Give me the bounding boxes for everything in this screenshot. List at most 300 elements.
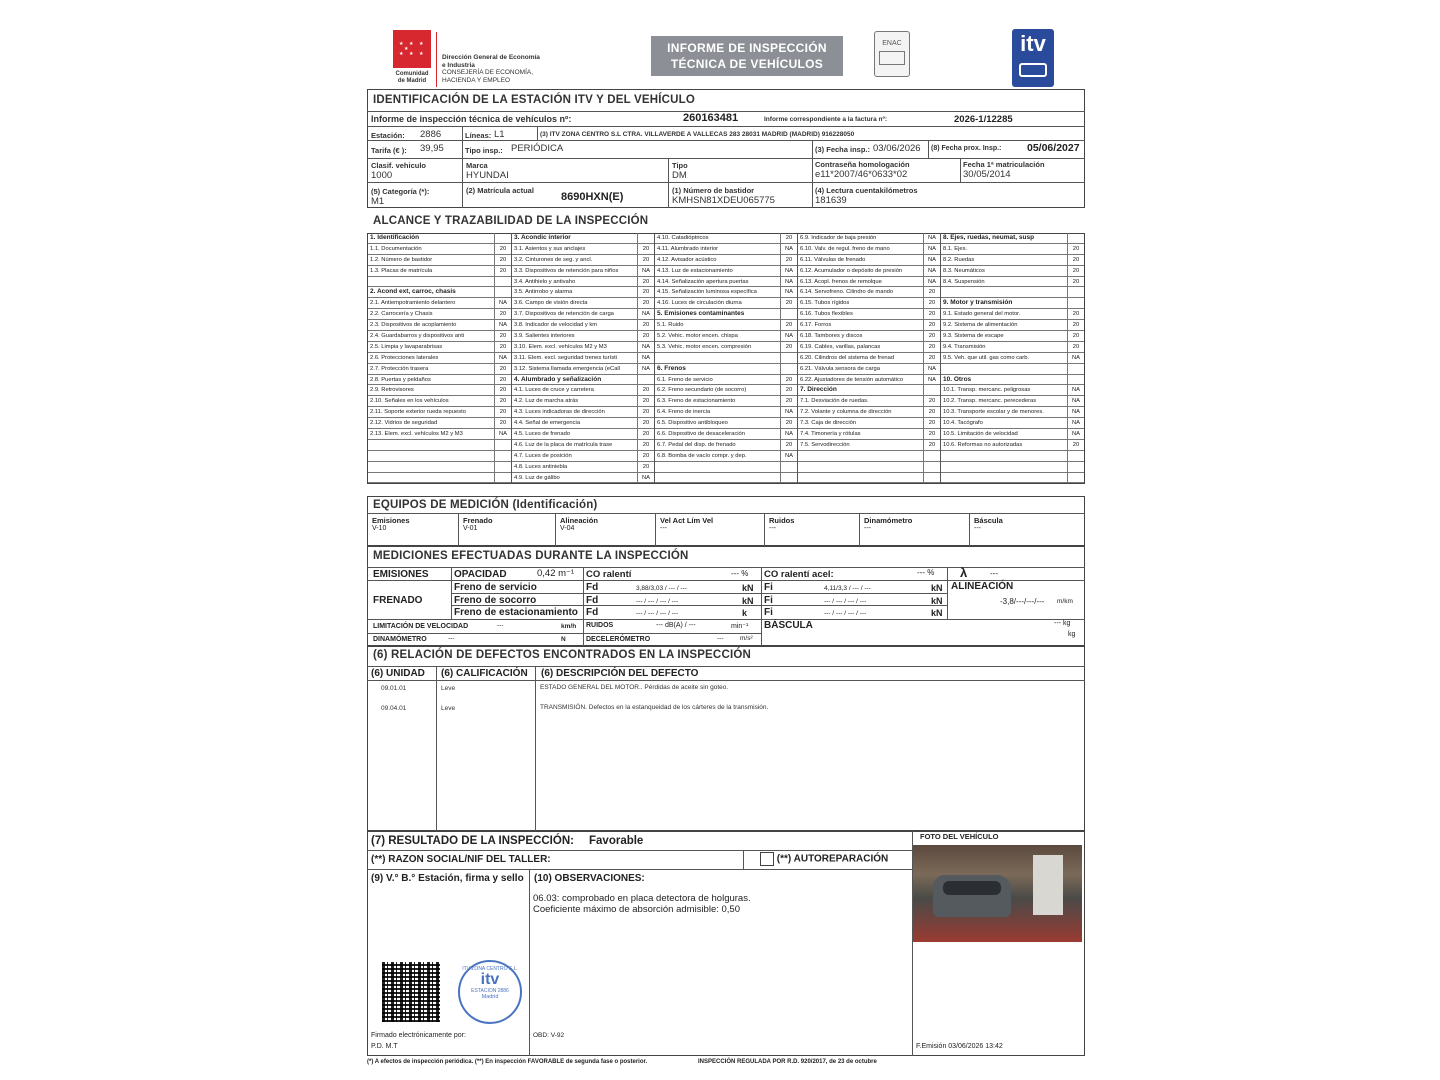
- scope-item-label: 8. Ejes, ruedas, neumat, susp: [943, 234, 1035, 241]
- scope-item-value: [1067, 364, 1084, 374]
- scope-item-value: 20: [780, 385, 797, 395]
- scope-row: [368, 462, 511, 473]
- equipment-label: Dinamómetro: [864, 516, 913, 525]
- equipment-label: Ruidos: [769, 516, 795, 525]
- defect-unit: 09.01.01: [381, 685, 407, 692]
- scope-row: [655, 429, 797, 440]
- equipment-label: Báscula: [974, 516, 1003, 525]
- scope-item-value: NA: [494, 429, 511, 439]
- scope-item-label: 3.10. Elem. excl. vehículos M2 y M3: [514, 343, 607, 350]
- scope-item-label: 3.7. Dispositivos de retención de carga: [514, 311, 614, 318]
- scope-row: [941, 473, 1084, 484]
- scope-item-label: 6.4. Freno de inercia: [657, 409, 711, 416]
- brake-types: [454, 582, 578, 620]
- scope-row: [655, 462, 797, 473]
- scope-item-label: 6.15. Tubos rígidos: [800, 300, 850, 307]
- scope-row: [941, 331, 1084, 342]
- equipment-label: Emisiones: [372, 516, 410, 525]
- equipment-item: [864, 516, 912, 532]
- scope-item-value: NA: [780, 287, 797, 297]
- scope-row: [368, 451, 511, 462]
- scope-item-value: 20: [1067, 331, 1084, 341]
- scope-item-label: [941, 451, 1067, 461]
- scope-col-2: [511, 233, 654, 483]
- scope-item-label: 9.2. Sistema de alimentación: [943, 322, 1018, 329]
- homologation: e11*2007/46*0633*02: [815, 169, 908, 180]
- date-label: (3) Fecha insp.:: [815, 145, 871, 154]
- make-label: Marca: [466, 161, 488, 170]
- scope-item-label: 2.7. Protección trasera: [370, 365, 429, 372]
- scope-item-label: 4.10. Catadióptricos: [657, 235, 709, 241]
- scope-item-value: NA: [923, 277, 940, 287]
- scope-item-label: 9. Motor y transmisión: [943, 299, 1013, 307]
- scope-item-value: 20: [1067, 440, 1084, 450]
- equipment-value: ---: [974, 525, 981, 532]
- scope-item-label: 9.4. Transmisión: [943, 343, 986, 350]
- plate-number: 8690HXN(E): [561, 191, 624, 203]
- invoice-label: Informe correspondiente a la factura nº:: [764, 116, 888, 123]
- scope-item-value: [923, 451, 940, 461]
- scope-row: [798, 353, 940, 364]
- vehicle-make: HYUNDAI: [466, 170, 509, 181]
- scope-row: [798, 473, 940, 484]
- report-number: 260163481: [683, 112, 739, 124]
- scope-row: [798, 375, 940, 386]
- invoice-number: 2026-1/12285: [954, 114, 1013, 125]
- scope-item-label: 5. Emisiones contaminantes: [657, 310, 745, 318]
- odometer: 181639: [815, 195, 847, 206]
- scale-value-1: --- kg: [1054, 620, 1071, 627]
- scope-item-label: 5.3. Vehic. motor encen. compresión: [657, 343, 752, 350]
- scope-item-value: [780, 353, 797, 363]
- scope-item-value: 20: [780, 375, 797, 385]
- scope-item-value: 20: [637, 407, 654, 417]
- scope-item-value: 20: [780, 255, 797, 265]
- scope-item-label: 3.3. Dispositivos de retención para niños: [514, 267, 619, 274]
- scope-item-value: 20: [637, 287, 654, 297]
- equipment-value: V-10: [372, 525, 387, 532]
- scope-item-value: [780, 364, 797, 374]
- scope-item-label: 2.1. Antiempotramiento delantero: [370, 300, 456, 307]
- scope-item-value: 20: [637, 331, 654, 341]
- scope-col-3: [654, 233, 797, 483]
- scope-item-label: 9.3. Sistema de escape: [943, 333, 1004, 340]
- self-repair-label: (**) AUTOREPARACIÓN: [776, 853, 889, 865]
- class-label: Clasif. vehiculo: [371, 161, 427, 170]
- scope-item-value: 20: [637, 255, 654, 265]
- defects-heading: (6) RELACIÓN DE DEFECTOS ENCONTRADOS EN LA INSPECCIÓN: [373, 649, 751, 661]
- scope-item-label: 1.3. Placas de matrícula: [370, 267, 433, 274]
- scope-row: [798, 440, 940, 451]
- scope-item-label: 4.4. Señal de emergencia: [514, 420, 581, 427]
- scope-item-label: 2.4. Guardabarros y dispositivos anti: [370, 333, 465, 340]
- scope-item-value: NA: [780, 331, 797, 341]
- scope-item-value: 20: [637, 396, 654, 406]
- scope-item-value: 20: [637, 440, 654, 450]
- scope-row: [941, 342, 1084, 353]
- scope-row: [655, 396, 797, 407]
- scope-item-value: 20: [1067, 320, 1084, 330]
- defect-description: TRANSMISIÓN. Defectos en la estanqueidad de los cárteres de la transmisión.: [540, 704, 769, 711]
- scope-row: [368, 396, 511, 407]
- scope-item-label: 4.3. Luces indicadoras de dirección: [514, 409, 605, 416]
- report-title: INFORME DE INSPECCIÓN TÉCNICA DE VEHÍCULOS: [651, 36, 843, 76]
- scope-item-label: [798, 451, 923, 461]
- org-name: Dirección General de Economía e Industria CONSEJERÍA DE ECONOMÍA, HACIENDA Y EMPLEO: [442, 54, 540, 84]
- defect-rating: Leve: [441, 705, 456, 712]
- scope-item-label: 6.8. Bomba de vacío compr. y dep.: [657, 452, 747, 459]
- scope-row: [368, 298, 511, 309]
- scope-item-value: [494, 451, 511, 461]
- scope-row: [512, 298, 654, 309]
- scope-row: [655, 233, 797, 244]
- equipment-item: [560, 516, 598, 532]
- co-accel-value: --- %: [917, 568, 935, 577]
- scope-row: [368, 418, 511, 429]
- scope-item-value: 20: [637, 418, 654, 428]
- scope-item-label: [368, 277, 494, 287]
- scope-item-value: [780, 462, 797, 472]
- scope-item-value: NA: [637, 473, 654, 483]
- scope-row: [941, 451, 1084, 462]
- scope-item-value: 20: [923, 407, 940, 417]
- scope-item-label: 3.4. Antihielo y antivaho: [514, 278, 576, 285]
- scope-item-value: 20: [780, 320, 797, 330]
- scope-item-value: [637, 233, 654, 243]
- scope-item-value: 20: [923, 320, 940, 330]
- homologation-label: Contraseña homologación: [815, 160, 910, 169]
- scope-item-value: 20: [923, 353, 940, 363]
- equipment-value: ---: [660, 525, 667, 532]
- vin: KMHSN81XDEU065775: [672, 195, 775, 206]
- itv-logo: itv: [1012, 29, 1054, 87]
- scope-row: [368, 375, 511, 386]
- scope-item-value: NA: [1067, 418, 1084, 428]
- scope-row: [655, 353, 797, 364]
- scope-item-label: 1. Identificación: [370, 234, 420, 241]
- scope-row: [941, 244, 1084, 255]
- scope-row: [798, 451, 940, 462]
- scope-item-value: 20: [494, 266, 511, 276]
- scope-item-label: 4.2. Luz de marcha atrás: [514, 398, 579, 405]
- station-number: 2886: [420, 129, 442, 140]
- scope-row: [798, 277, 940, 288]
- scope-item-value: 20: [494, 364, 511, 374]
- opacity-value: 0,42 m⁻¹: [537, 568, 575, 579]
- scope-item-value: NA: [637, 309, 654, 319]
- scope-item-value: 20: [923, 418, 940, 428]
- scope-item-label: 4.6. Luz de la placa de matrícula trase: [514, 441, 613, 448]
- scope-item-value: NA: [923, 266, 940, 276]
- footer-regulation: INSPECCIÓN REGULADA POR R.D. 920/2017, de 23 de octubre: [698, 1059, 877, 1065]
- scope-row: [941, 266, 1084, 277]
- scope-row: [512, 429, 654, 440]
- scope-item-label: [941, 364, 1067, 374]
- equipment-value: V-04: [560, 525, 575, 532]
- category-label: (5) Categoría (*):: [371, 187, 430, 196]
- scope-item-label: 1.1. Documentación: [370, 245, 422, 252]
- scope-item-value: 20: [494, 407, 511, 417]
- scope-item-value: 20: [1067, 309, 1084, 319]
- scope-item-value: NA: [780, 244, 797, 254]
- equipment-label: Frenado: [463, 516, 493, 525]
- equipment-heading: EQUIPOS DE MEDICIÓN (Identificación): [373, 499, 598, 511]
- scope-col-5: [940, 233, 1084, 483]
- self-repair: [760, 852, 888, 866]
- scope-item-value: 20: [494, 385, 511, 395]
- scope-item-value: 20: [780, 396, 797, 406]
- scope-item-label: 2.6. Protecciones laterales: [370, 354, 439, 361]
- alignment-label: ALINEACIÓN: [951, 581, 1014, 592]
- scope-row: [368, 429, 511, 440]
- scope-row: [655, 331, 797, 342]
- scope-item-value: 20: [494, 309, 511, 319]
- first-reg-label: Fecha 1ª matriculación: [963, 160, 1045, 169]
- scope-row: [512, 331, 654, 342]
- opacity-label: OPACIDAD: [454, 569, 507, 580]
- scope-row: [798, 309, 940, 320]
- scope-item-value: NA: [494, 298, 511, 308]
- scope-item-label: 3.8. Indicador de velocidad y km: [514, 322, 598, 329]
- scope-item-label: 8.1. Ejes.: [943, 245, 968, 252]
- defect-rating: Leve: [441, 685, 456, 692]
- fi-units: kN kN kN: [931, 583, 943, 618]
- qr-code: [382, 962, 440, 1022]
- scope-item-value: 20: [637, 429, 654, 439]
- scope-item-label: [368, 462, 494, 472]
- scope-row: [512, 309, 654, 320]
- scope-item-label: 4.9. Luz de gálibo: [514, 474, 560, 481]
- decelerometer-value: ---: [717, 635, 724, 642]
- scope-item-label: 6.3. Freno de estacionamiento: [657, 398, 736, 405]
- scope-row: [368, 244, 511, 255]
- scope-row: [512, 462, 654, 473]
- scope-item-value: 20: [923, 342, 940, 352]
- defect-description: ESTADO GENERAL DEL MOTOR.. Pérdidas de aceite sin goteo.: [540, 684, 729, 691]
- dynamometer-value: ---: [448, 635, 455, 642]
- scope-item-label: 2.8. Puertas y peldaños: [370, 376, 431, 383]
- scope-item-label: 10.2. Transp. mercanc. perecederas: [943, 398, 1037, 405]
- scope-row: [941, 255, 1084, 266]
- scope-item-label: 10.1. Transp. mercanc. peligrosas: [943, 387, 1031, 394]
- scope-row: [798, 233, 940, 244]
- scope-item-label: 4.16. Luces de circulación diurna: [657, 300, 742, 307]
- scope-item-value: 20: [494, 255, 511, 265]
- footer-note: (*) A efectos de inspección periódica. (**) En inspección FAVORABLE de segunda fase o posterior.: [367, 1059, 648, 1065]
- col-unit-header: (6) UNIDAD: [371, 668, 425, 679]
- braking-label: FRENADO: [373, 595, 423, 606]
- scope-row: [655, 287, 797, 298]
- noise-label: RUIDOS: [586, 622, 614, 629]
- scope-row: [655, 418, 797, 429]
- scope-item-label: 7.3. Caja de dirección: [800, 420, 857, 427]
- scope-item-value: 20: [923, 298, 940, 308]
- signature-label: (9) V.° B.° Estación, firma y sello: [371, 873, 524, 884]
- scope-row: [941, 364, 1084, 375]
- co-accel-label: CO ralentí acel:: [764, 569, 834, 580]
- scope-heading: ALCANCE Y TRAZABILIDAD DE LA INSPECCIÓN: [373, 215, 649, 227]
- category: M1: [371, 196, 385, 207]
- rpm-unit: min⁻¹: [731, 623, 749, 630]
- equipment-item: [660, 516, 713, 532]
- scope-item-value: NA: [1067, 407, 1084, 417]
- scope-item-label: 8.2. Ruedas: [943, 256, 975, 263]
- scope-row: [368, 309, 511, 320]
- scope-item-value: NA: [494, 353, 511, 363]
- scope-item-value: 20: [637, 320, 654, 330]
- scope-item-label: 6.2. Freno secundario (de socorro): [657, 387, 747, 394]
- scope-item-label: 4.11. Alumbrado interior: [657, 245, 719, 252]
- station-label: Estación:: [371, 131, 405, 140]
- scope-row: [941, 462, 1084, 473]
- scope-item-value: 20: [637, 462, 654, 472]
- scope-row: [368, 331, 511, 342]
- scope-item-label: 2.2. Carrocería y Chasis: [370, 311, 433, 318]
- scope-item-label: 10.3. Transporte escolar y de menores.: [943, 409, 1044, 416]
- scope-row: [941, 418, 1084, 429]
- scope-row: [368, 277, 511, 288]
- equipment-label: Alineación: [560, 516, 598, 525]
- scope-row: [655, 266, 797, 277]
- co-idle-value: --- %: [731, 569, 749, 578]
- scope-row: [512, 385, 654, 396]
- station-info: (3) ITV ZONA CENTRO S.L CTRA. VILLAVERDE A VALLECAS 283 28031 MADRID (MADRID) 916228050: [540, 131, 855, 138]
- scope-item-label: 6.5. Dispositivo antibloqueo: [657, 420, 728, 427]
- scope-item-label: 2.12. Vidrios de seguridad: [370, 420, 438, 427]
- scope-item-value: [923, 385, 940, 395]
- scope-item-label: 6.18. Tambores y discos: [800, 333, 863, 340]
- scope-item-value: 20: [780, 298, 797, 308]
- scope-row: [655, 320, 797, 331]
- scope-item-value: NA: [1067, 353, 1084, 363]
- scope-item-label: [941, 462, 1067, 472]
- scope-item-value: NA: [923, 255, 940, 265]
- scope-item-label: 6.11. Válvulas de frenado: [800, 256, 866, 263]
- fee-value: 39,95: [420, 143, 444, 154]
- scope-item-label: 4.8. Luces antiniebla: [514, 463, 568, 470]
- scope-item-value: [1067, 287, 1084, 297]
- equipment-value: ---: [769, 525, 776, 532]
- scope-row: [941, 298, 1084, 309]
- scope-item-value: [780, 473, 797, 483]
- scope-row: [941, 277, 1084, 288]
- scope-item-label: 2.10. Señales en los vehículos: [370, 398, 449, 405]
- scope-item-value: 20: [494, 375, 511, 385]
- scope-item-value: NA: [780, 277, 797, 287]
- scope-item-value: NA: [923, 244, 940, 254]
- scope-col-4: [797, 233, 940, 483]
- scope-row: [368, 255, 511, 266]
- vehicle-class: 1000: [371, 170, 393, 181]
- inspection-date: 03/06/2026: [873, 143, 921, 154]
- lambda-value: ---: [990, 569, 998, 578]
- scope-item-label: 3.9. Salientes interiores: [514, 333, 575, 340]
- scope-row: [512, 233, 654, 244]
- scope-item-label: 5.2. Vehic. motor encen. chispa: [657, 333, 738, 340]
- kmh-unit: km/h: [561, 623, 577, 630]
- scope-row: [941, 407, 1084, 418]
- scope-item-label: [655, 473, 780, 483]
- col-rating-header: (6) CALIFICACIÓN: [441, 668, 528, 679]
- decelerometer-label: DECELERÓMETRO: [586, 636, 651, 643]
- speed-limit-label: LIMITACIÓN DE VELOCIDAD: [373, 623, 469, 630]
- scope-row: [655, 385, 797, 396]
- scope-item-value: NA: [637, 342, 654, 352]
- scope-item-label: 6.17. Forros: [800, 322, 832, 329]
- scope-item-value: [923, 473, 940, 483]
- scope-item-label: 5.1. Ruido: [657, 322, 684, 329]
- scope-item-value: 20: [923, 287, 940, 297]
- scope-row: [798, 364, 940, 375]
- scope-item-value: 20: [494, 342, 511, 352]
- signed-by-label: Firmado electrónicamente por:: [371, 1032, 466, 1039]
- scope-item-label: 3.2. Cinturones de seg. y ancl.: [514, 256, 593, 263]
- scope-item-label: 10. Otros: [943, 375, 972, 383]
- scale-label: BÁSCULA: [764, 620, 813, 631]
- scope-item-label: 7.5. Servodirección: [800, 441, 850, 448]
- scope-item-value: [923, 462, 940, 472]
- scope-row: [798, 396, 940, 407]
- vin-label: (1) Número de bastidor: [672, 186, 755, 195]
- scope-row: [368, 473, 511, 484]
- scope-item-value: [780, 309, 797, 319]
- enac-logo: ENAC: [874, 31, 910, 77]
- scope-item-value: [637, 375, 654, 385]
- scope-row: [512, 342, 654, 353]
- self-repair-checkbox[interactable]: [760, 852, 774, 866]
- scope-item-label: 3.1. Asientos y sus anclajes: [514, 245, 586, 252]
- workshop-label: (**) RAZON SOCIAL/NIF DEL TALLER:: [371, 854, 551, 865]
- scale-value-2: kg: [1068, 631, 1076, 638]
- scope-row: [941, 385, 1084, 396]
- scope-row: [798, 266, 940, 277]
- emissions-label: EMISIONES: [373, 569, 429, 580]
- vehicle-photo: [913, 845, 1082, 942]
- n-unit: N: [561, 636, 566, 643]
- scope-row: [798, 462, 940, 473]
- scope-item-value: 20: [923, 331, 940, 341]
- scope-item-label: 7.2. Volante y columna de dirección: [800, 409, 892, 416]
- photo-label: FOTO DEL VEHÍCULO: [920, 832, 999, 841]
- scope-item-value: NA: [637, 353, 654, 363]
- emergency-brake-label: Freno de socorro: [454, 594, 537, 606]
- scope-item-value: 20: [1067, 244, 1084, 254]
- scope-row: [798, 407, 940, 418]
- fd-labels: Fd Fd Fd: [586, 582, 599, 618]
- equipment-label: Vel Act Lím Vel: [660, 516, 714, 525]
- odometer-label: (4) Lectura cuentakilómetros: [815, 186, 918, 195]
- issue-date: F.Emisión 03/06/2026 13:42: [916, 1043, 1003, 1050]
- scope-row: [655, 440, 797, 451]
- scope-item-label: [798, 473, 923, 483]
- scope-item-label: 3.11. Elem. excl. seguridad trenes turísti: [514, 354, 617, 361]
- scope-row: [798, 287, 940, 298]
- scope-row: [798, 331, 940, 342]
- report-number-label: Informe de inspección técnica de vehículos nº:: [371, 114, 572, 124]
- scope-row: [655, 244, 797, 255]
- scope-item-value: 20: [923, 309, 940, 319]
- scope-item-label: 2. Acond ext, carroc, chasis: [370, 288, 456, 296]
- scope-row: [368, 233, 511, 244]
- scope-row: [512, 396, 654, 407]
- scope-item-label: 6.7. Pedal del disp. de frenado: [657, 441, 736, 448]
- scope-row: [512, 364, 654, 375]
- equipment-value: V-01: [463, 525, 478, 532]
- scope-item-value: NA: [923, 375, 940, 385]
- scope-item-value: 20: [780, 342, 797, 352]
- noise-value: --- dB(A) / ---: [656, 622, 696, 629]
- scope-row: [655, 255, 797, 266]
